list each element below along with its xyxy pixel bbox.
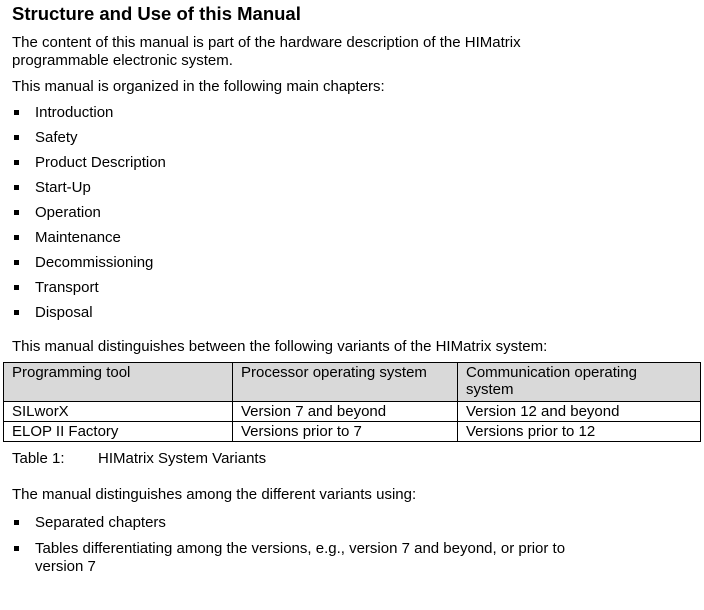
distinguish-paragraph: This manual distinguishes between the following variants of the HIMatrix system: xyxy=(12,338,548,355)
organized-paragraph: This manual is organized in the following main chapters: xyxy=(12,78,385,95)
chapter-item: Start-Up xyxy=(12,179,698,197)
table-cell: Version 7 and beyond xyxy=(233,402,458,422)
header-line-1: Communication operating xyxy=(466,364,637,381)
table-cell: Versions prior to 7 xyxy=(233,422,458,442)
table-cell: Version 12 and beyond xyxy=(458,402,701,422)
chapter-list xyxy=(12,104,698,322)
variant-method-line-1: Tables differentiating among the versions, e.g., version 7 and beyond, or prior to xyxy=(35,540,566,557)
variant-method-item xyxy=(12,540,698,576)
table-header-cell: Programming tool xyxy=(4,363,233,402)
table-header-row xyxy=(4,363,701,402)
variant-method-line-2: version 7 xyxy=(35,558,96,575)
header-line-2: system xyxy=(466,381,514,398)
chapter-item: Transport xyxy=(12,279,698,297)
intro-paragraph xyxy=(12,34,698,70)
chapter-item: Disposal xyxy=(12,304,698,322)
table-caption xyxy=(12,450,698,468)
intro-line-2: programmable electronic system. xyxy=(12,52,233,69)
chapter-item: Product Description xyxy=(12,154,698,172)
chapter-item: Introduction xyxy=(12,104,698,122)
chapter-item: Safety xyxy=(12,129,698,147)
caption-number: Table 1: xyxy=(12,450,65,467)
variant-method-list xyxy=(12,514,698,576)
chapter-item: Operation xyxy=(12,204,698,222)
section-heading: Structure and Use of this Manual xyxy=(12,3,301,24)
chapter-item: Decommissioning xyxy=(12,254,698,272)
table-cell: ELOP II Factory xyxy=(4,422,233,442)
table-header-cell xyxy=(458,363,701,402)
among-paragraph: The manual distinguishes among the different variants using: xyxy=(12,486,417,503)
chapter-item: Maintenance xyxy=(12,229,698,247)
variant-method-item: Separated chapters xyxy=(12,514,698,532)
table-row xyxy=(4,402,701,422)
document-page xyxy=(12,0,698,584)
table-row xyxy=(4,422,701,442)
table-cell: SILworX xyxy=(4,402,233,422)
caption-title: HIMatrix System Variants xyxy=(98,450,267,467)
table-header-cell: Processor operating system xyxy=(233,363,458,402)
intro-line-1: The content of this manual is part of the hardware description of the HIMatrix xyxy=(12,34,521,51)
table-cell: Versions prior to 12 xyxy=(458,422,701,442)
variants-table xyxy=(3,362,701,442)
